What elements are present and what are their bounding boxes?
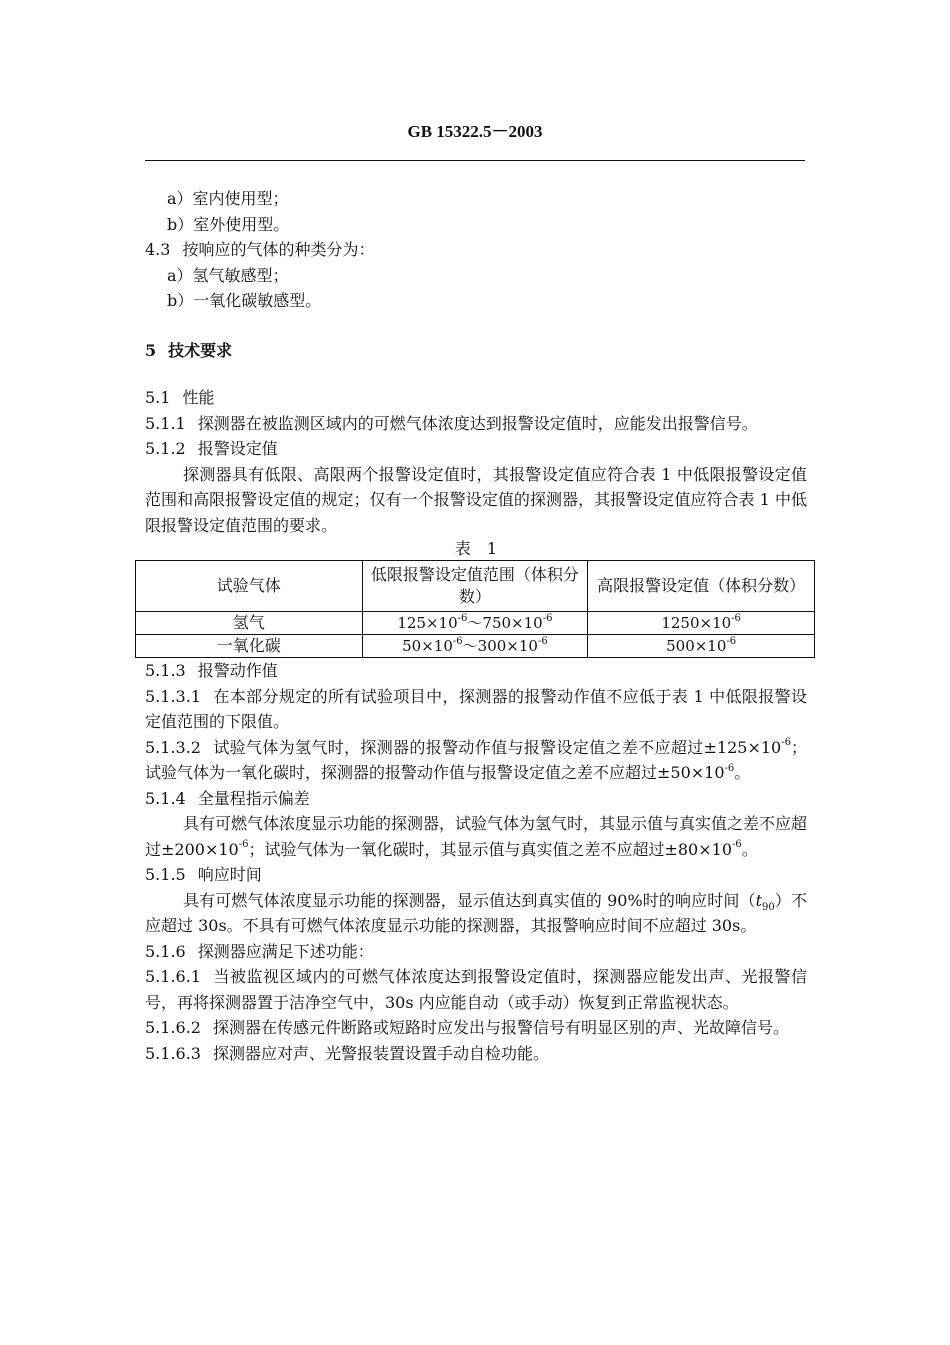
list-item: a）室内使用型； (167, 189, 289, 208)
header-rule (145, 160, 805, 161)
table-header-cell: 试验气体 (136, 561, 363, 612)
standard-code-header: GB 15322.5－2003 (407, 122, 543, 141)
list-item: a）氢气敏感型； (167, 265, 289, 285)
clause-5-1-6: 5.1.6 探测器应满足下述功能： (145, 941, 374, 961)
table-row (136, 635, 815, 658)
list-item: b）一氧化碳敏感型。 (167, 291, 322, 310)
table-header-cell: 高限报警设定值（体积分数） (588, 561, 815, 612)
clause-5-1-5-paragraph: 具有可燃气体浓度显示功能的探测器，显示值达到真实值的 90%时的响应时间$(t_{90})$不应超过 30s。不具有可燃气体浓度显示功能的探测器，其报警响应时间不应超过 30s。 (145, 890, 807, 935)
table-cell-high: $500\times 10^{-6}$ (588, 635, 815, 658)
clause-5-1-1: 5.1.1 探测器在被监测区域内的可燃气体浓度达到报警设定值时，应能发出报警信号。 (145, 413, 758, 433)
clause-5-1-4-paragraph: 具有可燃气体浓度显示功能的探测器，试验气体为氢气时，其显示值与真实值之差不应超过$\pm 200\times 10^{-6}$；试验气体为一氧化碳时，其显示值与真实值之差不应超过$\pm 80\times 10^{-6}$。 (145, 814, 808, 859)
document-body (145, 186, 807, 1066)
clause-5-1-6-3: 5.1.6.3 探测器应对声、光警报装置设置手动自检功能。 (145, 1043, 549, 1063)
table-cell-low-range: $125\times 10^{-6}\sim 750\times 10^{-6}$ (362, 612, 588, 635)
clause-5-1-4-heading: 5.1.4 全量程指示偏差 (145, 788, 310, 808)
table-cell-gas: 一氧化碳 (136, 635, 363, 658)
clause-5-1-6-1: 5.1.6.1 当被监视区域内的可燃气体浓度达到报警设定值时，探测器应能发出声、光报警信号，再将探测器置于洁净空气中，30s 内应能自动（或手动）恢复到正常监视状态。 (145, 967, 807, 1012)
table-cell-high: $1250\times 10^{-6}$ (588, 612, 815, 635)
clause-5-1-3-1: 5.1.3.1 在本部分规定的所有试验项目中，探测器的报警动作值不应低于表 1 中低限报警设定值范围的下限值。 (145, 686, 807, 731)
table-header-row (136, 561, 815, 612)
table-cell-gas: 氢气 (136, 612, 363, 635)
clause-5-1-2-paragraph: 探测器具有低限、高限两个报警设定值时，其报警设定值应符合表 1 中低限报警设定值范围和高限报警设定值的规定；仅有一个报警设定值的探测器，其报警设定值应符合表 1 中低限报警设定值范围的要求。 (145, 464, 807, 535)
table-row (136, 612, 815, 635)
clause-5-1-2-heading: 5.1.2 报警设定值 (145, 439, 278, 458)
alarm-setting-table (135, 560, 815, 658)
table-header-cell: 低限报警设定值范围（体积分数） (362, 561, 588, 612)
clause-5-1: 5.1 性能 (145, 388, 215, 407)
table-cell-low-range: $50\times 10^{-6}\sim 300\times 10^{-6}$ (362, 635, 588, 658)
list-item: b）室外使用型。 (167, 214, 290, 234)
clause-5-1-5-heading: 5.1.5 响应时间 (145, 865, 262, 884)
clause-4-3: 4.3 按响应的气体的种类分为： (145, 240, 375, 259)
clause-5-1-6-2: 5.1.6.2 探测器在传感元件断路或短路时应发出与报警信号有明显区别的声、光故障信号。 (145, 1018, 789, 1037)
section-5-heading: 5 技术要求 (145, 340, 233, 360)
table-caption: 表 1 (454, 539, 498, 558)
clause-5-1-3: 5.1.3 报警动作值 (145, 661, 278, 680)
clause-5-1-3-2: 5.1.3.2 试验气体为氢气时，探测器的报警动作值与报警设定值之差不应超过$\pm 125\times 10^{-6}$；试验气体为一氧化碳时，探测器的报警动作值与报警设定值之差不应超过$\pm 50\times 10^{-6}$。 (145, 737, 807, 782)
